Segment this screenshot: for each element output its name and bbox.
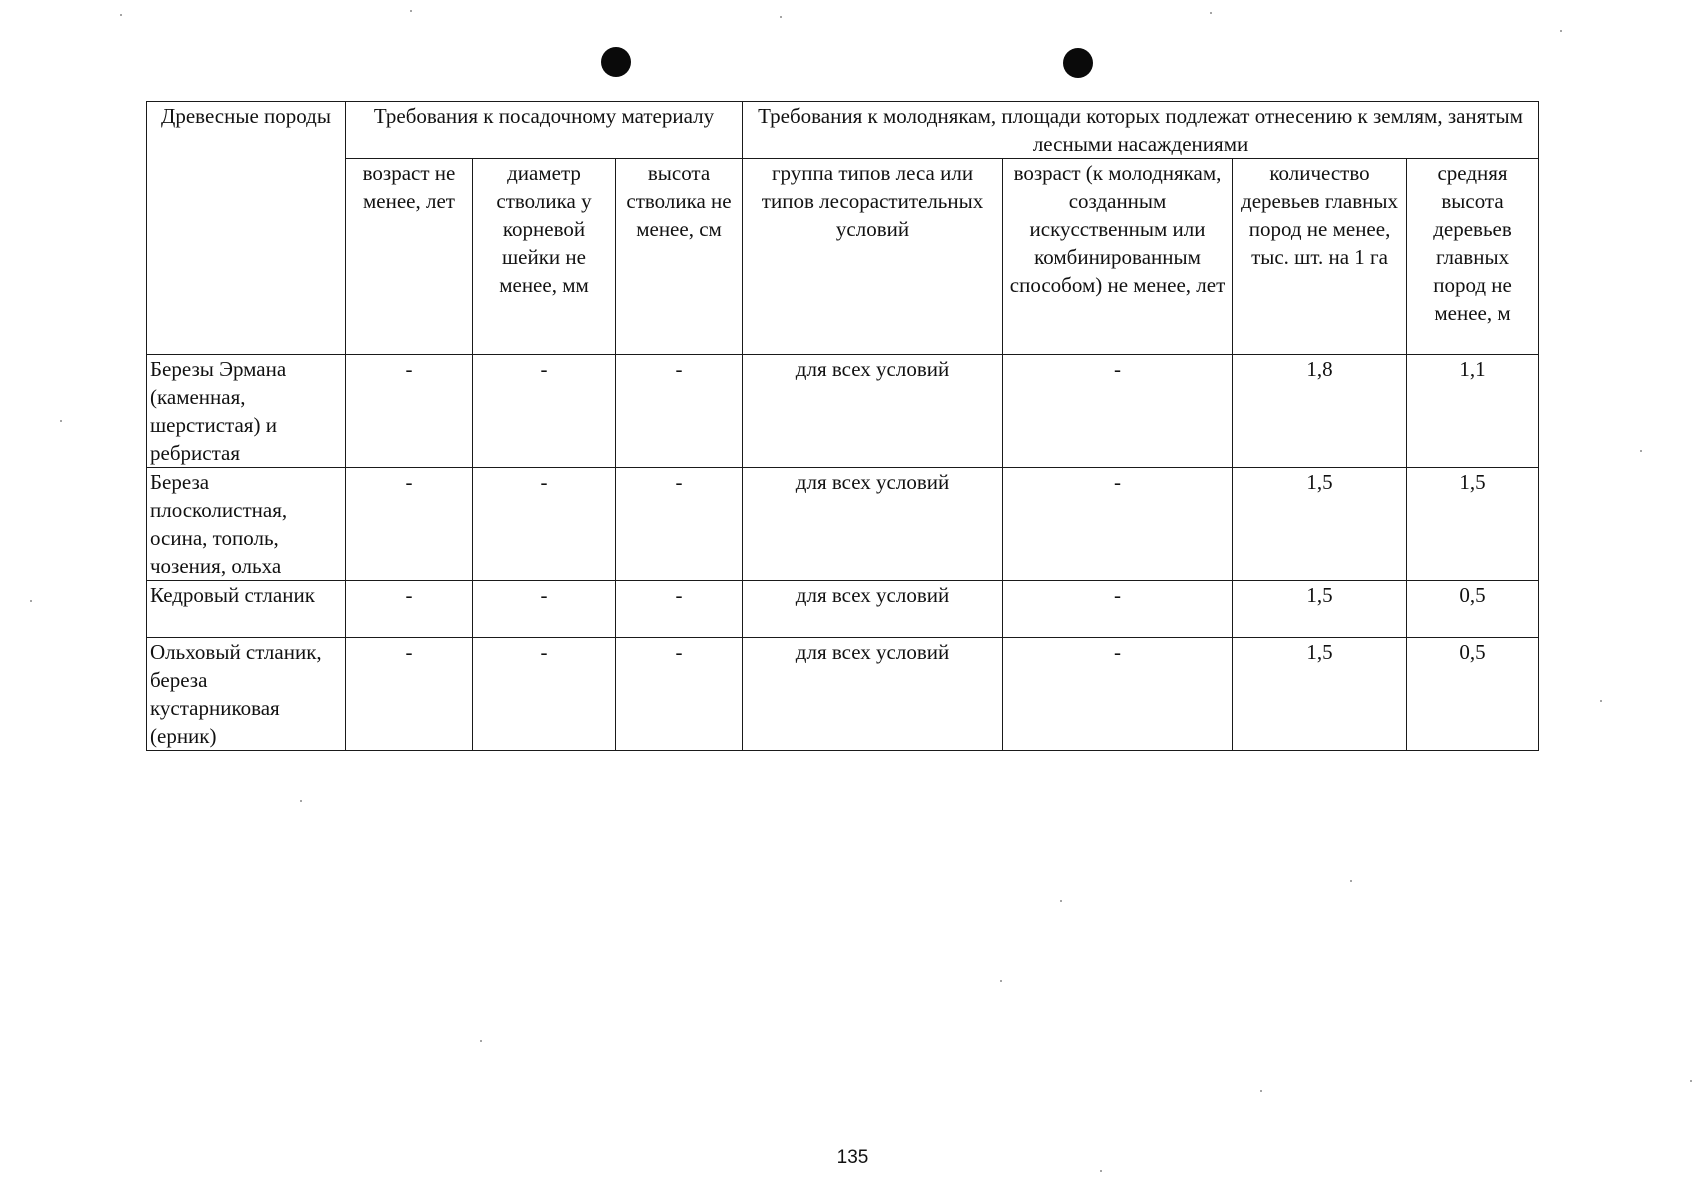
height-header: высота стволика не менее, см [616, 159, 743, 355]
species-cell: Ольховый стланик, береза кустарниковая (ерник) [147, 638, 346, 751]
tree-count-cell: 1,5 [1233, 581, 1407, 638]
avg-height-header: средняя высота деревьев главных пород не менее, м [1407, 159, 1539, 355]
diameter-cell: - [473, 581, 616, 638]
tree-count-cell: 1,5 [1233, 638, 1407, 751]
age-cell: - [346, 355, 473, 468]
tree-count-cell: 1,5 [1233, 468, 1407, 581]
punch-hole-right [1063, 48, 1093, 78]
young-age-cell: - [1003, 468, 1233, 581]
height-cell: - [616, 468, 743, 581]
species-cell: Кедровый стланик [147, 581, 346, 638]
avg-height-cell: 0,5 [1407, 638, 1539, 751]
diameter-header: диаметр стволика у корневой шейки не менее, мм [473, 159, 616, 355]
diameter-cell: - [473, 638, 616, 751]
avg-height-cell: 0,5 [1407, 581, 1539, 638]
planting-material-header: Требования к посадочному материалу [346, 102, 743, 159]
tree-count-header: количество деревьев главных пород не менее, тыс. шт. на 1 га [1233, 159, 1407, 355]
diameter-cell: - [473, 468, 616, 581]
tree-count-cell: 1,8 [1233, 355, 1407, 468]
height-cell: - [616, 638, 743, 751]
forest-type-cell: для всех условий [743, 355, 1003, 468]
diameter-cell: - [473, 355, 616, 468]
table-row [147, 638, 1539, 751]
forest-type-cell: для всех условий [743, 581, 1003, 638]
species-cell: Береза плосколистная, осина, тополь, чозения, ольха [147, 468, 346, 581]
forest-type-header: группа типов леса или типов лесорастительных условий [743, 159, 1003, 355]
species-cell: Березы Эрмана (каменная, шерстистая) и ребристая [147, 355, 346, 468]
header-row-1 [147, 102, 1539, 159]
young-age-cell: - [1003, 638, 1233, 751]
height-cell: - [616, 581, 743, 638]
young-age-cell: - [1003, 355, 1233, 468]
table-row [147, 468, 1539, 581]
forest-type-cell: для всех условий [743, 468, 1003, 581]
age-header: возраст не менее, лет [346, 159, 473, 355]
forest-requirements-table [146, 101, 1539, 751]
height-cell: - [616, 355, 743, 468]
header-row-2 [147, 159, 1539, 355]
age-cell: - [346, 581, 473, 638]
page-number: 135 [836, 1147, 869, 1168]
table-row [147, 581, 1539, 638]
forest-type-cell: для всех условий [743, 638, 1003, 751]
young-age-cell: - [1003, 581, 1233, 638]
age-cell: - [346, 638, 473, 751]
punch-hole-left [601, 47, 631, 77]
table-row [147, 355, 1539, 468]
species-header: Древесные породы [147, 102, 346, 355]
young-stands-header: Требования к молоднякам, площади которых подлежат отнесению к землям, занятым лесными насаждениями [743, 102, 1539, 159]
age-cell: - [346, 468, 473, 581]
avg-height-cell: 1,1 [1407, 355, 1539, 468]
young-age-header: возраст (к молоднякам, созданным искусственным или комбинированным способом) не менее, лет [1003, 159, 1233, 355]
avg-height-cell: 1,5 [1407, 468, 1539, 581]
